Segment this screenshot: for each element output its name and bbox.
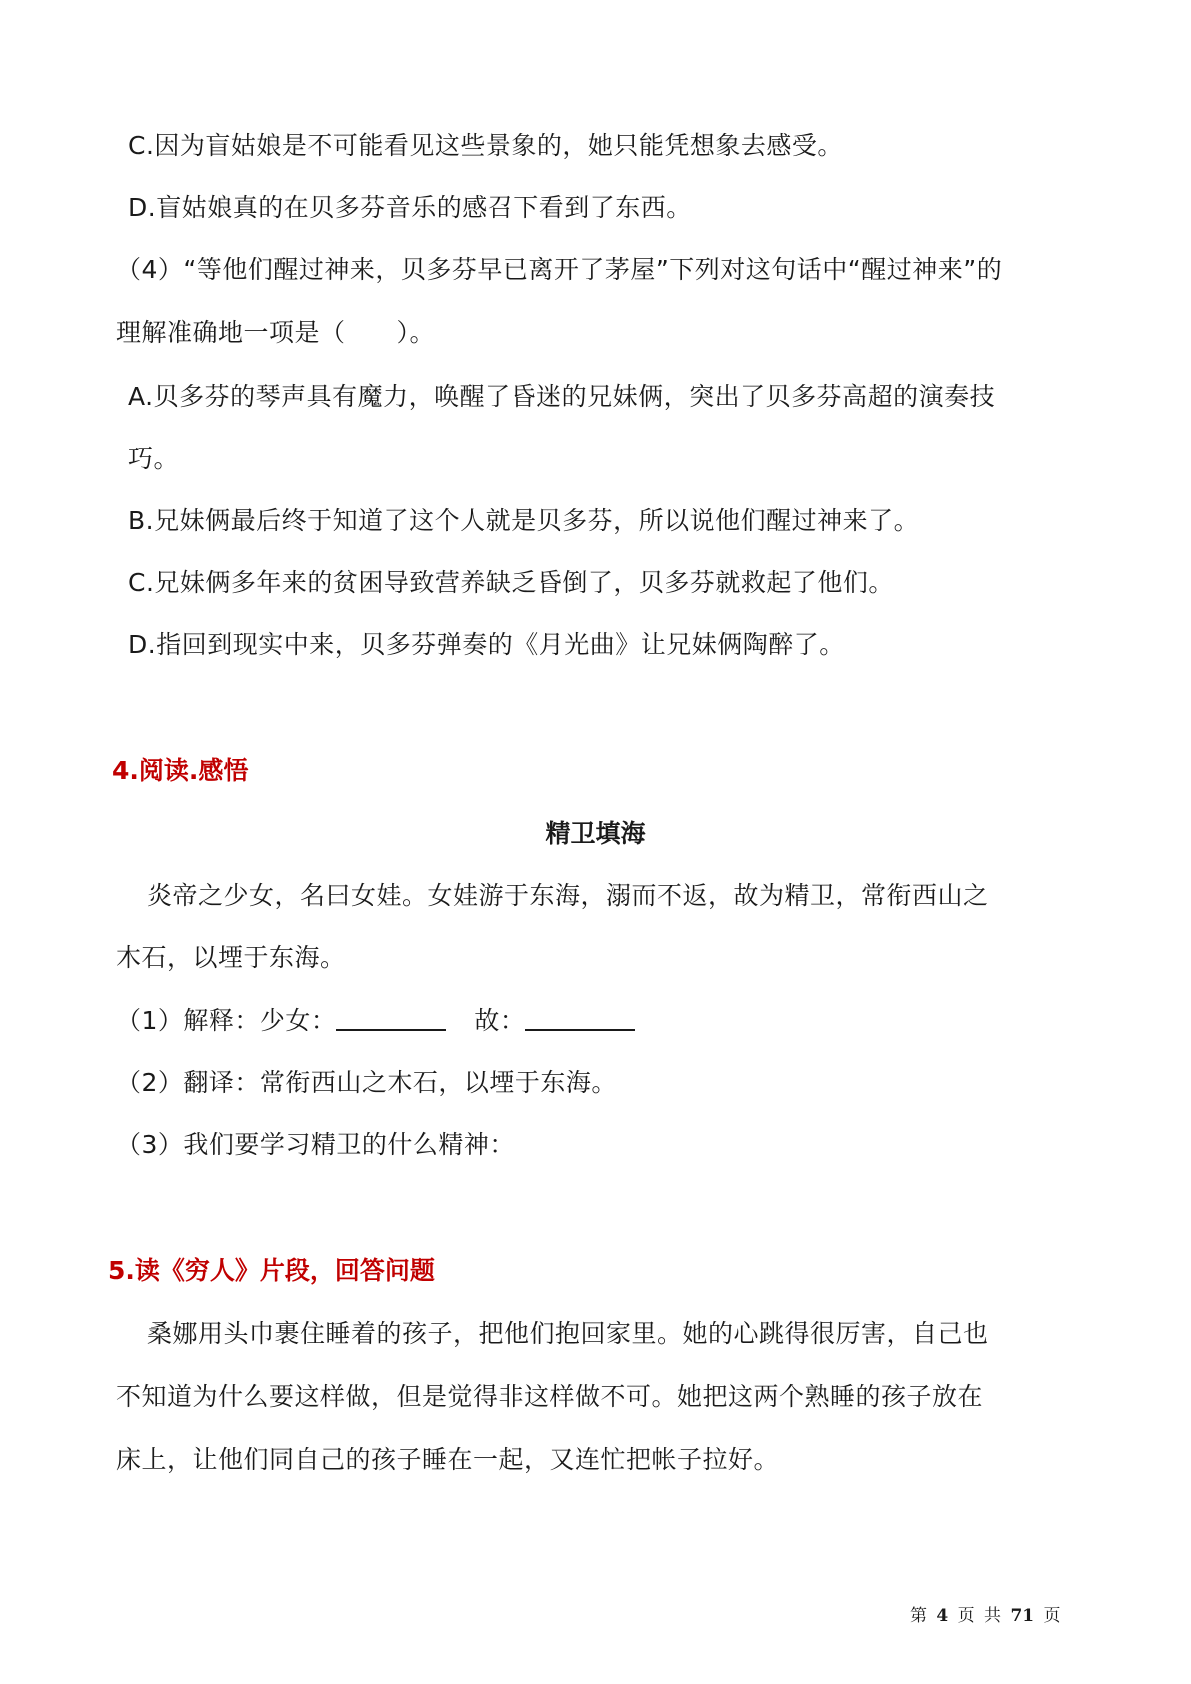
passage-title: 精卫填海: [545, 819, 646, 848]
footer-pre: 第: [910, 1606, 927, 1626]
passage-line-2: 木石，以堙于东海。: [116, 943, 346, 972]
subquestion-4-line-1: （4）“等他们醒过神来，贝多芬早已离开了茅屋”下列对这句话中“醒过神来”的: [116, 255, 1003, 284]
option-b: B.兄妹俩最后终于知道了这个人就是贝多芬，所以说他们醒过神来了。: [128, 506, 920, 535]
passage-line-1: 炎帝之少女，名曰女娃。女娃游于东海，溺而不返，故为精卫，常衔西山之: [147, 881, 989, 910]
footer-mid: 页 共: [957, 1606, 1002, 1626]
question-5-heading: 5.读《穷人》片段，回答问题: [108, 1256, 435, 1285]
answer-blank-gu[interactable]: [525, 1005, 635, 1031]
footer-total-pages: 71: [1010, 1606, 1035, 1626]
subquestion-2: （2）翻译：常衔西山之木石，以堙于东海。: [116, 1068, 617, 1097]
subquestion-4-line-2: 理解准确地一项是（ ）。: [116, 318, 436, 347]
subquestion-1: [116, 1004, 635, 1038]
paragraph-line-3: 床上，让他们同自己的孩子睡在一起，又连忙把帐子拉好。: [116, 1445, 780, 1474]
option-d: D.指回到现实中来，贝多芬弹奏的《月光曲》让兄妹俩陶醉了。: [128, 630, 845, 659]
option-d-previous: D.盲姑娘真的在贝多芬音乐的感召下看到了东西。: [128, 193, 692, 222]
paragraph-line-2: 不知道为什么要这样做，但是觉得非这样做不可。她把这两个熟睡的孩子放在: [116, 1382, 984, 1411]
option-c: C.兄妹俩多年来的贫困导致营养缺乏昏倒了，贝多芬就救起了他们。: [128, 568, 894, 597]
footer-current-page: 4: [936, 1606, 949, 1626]
paragraph-line-1: 桑娜用头巾裹住睡着的孩子，把他们抱回家里。她的心跳得很厉害，自己也: [147, 1319, 989, 1348]
option-a-line-2: 巧。: [128, 444, 180, 473]
answer-blank-shaonv[interactable]: [336, 1005, 446, 1031]
option-a-line-1: A.贝多芬的琴声具有魔力，唤醒了昏迷的兄妹俩，突出了贝多芬高超的演奏技: [128, 382, 996, 411]
page-number-footer: [910, 1604, 1061, 1628]
question-4-heading: 4.阅读.感悟: [112, 756, 249, 785]
footer-post: 页: [1043, 1606, 1061, 1626]
subquestion-1-middle: 故：: [474, 1006, 526, 1035]
subquestion-3: （3）我们要学习精卫的什么精神：: [116, 1130, 515, 1159]
subquestion-1-prefix: （1）解释：少女：: [116, 1006, 337, 1035]
option-c-previous: C.因为盲姑娘是不可能看见这些景象的，她只能凭想象去感受。: [128, 131, 843, 160]
